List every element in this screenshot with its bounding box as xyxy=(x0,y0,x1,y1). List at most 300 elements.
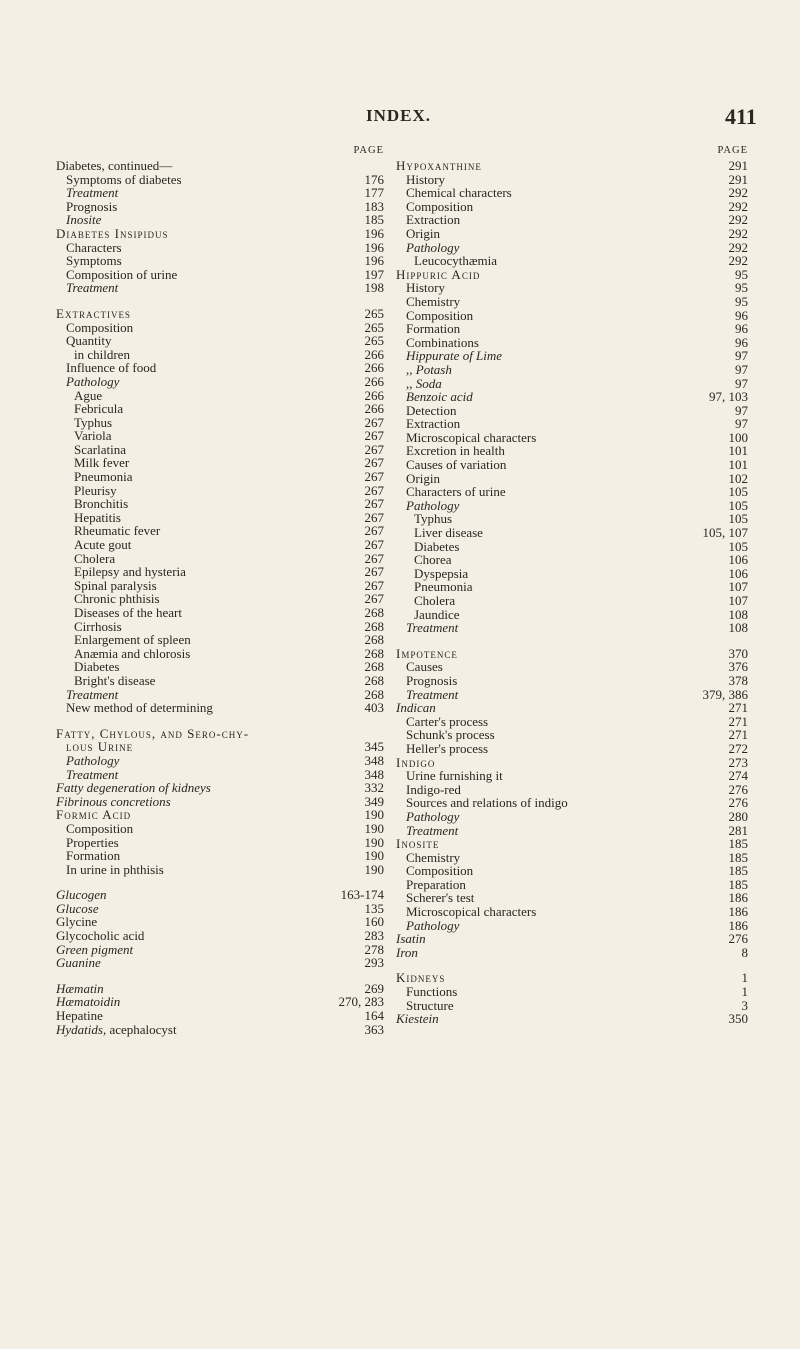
index-term: Glycine xyxy=(56,914,98,930)
page-reference: 268 xyxy=(364,672,384,688)
index-term: Indigo xyxy=(396,754,436,770)
index-term: Kiestein xyxy=(396,1011,439,1027)
page-reference: 100 xyxy=(728,429,748,445)
block-gap xyxy=(56,715,384,727)
index-entry xyxy=(396,824,748,838)
page-column-heading: PAGE xyxy=(717,145,748,156)
index-entry xyxy=(396,540,748,554)
index-term: Influence of food xyxy=(66,360,157,376)
index-term: Milk fever xyxy=(74,455,130,471)
index-term: Quantity xyxy=(66,333,112,349)
page-reference: 105 xyxy=(728,497,748,513)
page-reference: 106 xyxy=(728,565,748,581)
index-entry xyxy=(396,932,748,946)
page-reference: 185 xyxy=(728,876,748,892)
index-entry xyxy=(56,281,384,295)
page-reference: 266 xyxy=(364,346,384,362)
page-reference: 107 xyxy=(728,593,748,608)
block-gap xyxy=(56,970,384,982)
index-entry xyxy=(56,511,384,525)
index-term: ,, Potash xyxy=(406,361,452,377)
page-reference: 186 xyxy=(728,890,748,906)
index-entry xyxy=(56,375,384,389)
index-term: Pathology xyxy=(406,239,460,255)
index-entry xyxy=(396,472,748,486)
page-reference: 278 xyxy=(364,941,384,957)
index-entry xyxy=(396,999,748,1013)
page-reference: 403 xyxy=(364,700,384,716)
page-reference: 292 xyxy=(728,225,748,241)
index-term: Composition xyxy=(406,307,474,323)
index-entry xyxy=(396,1012,748,1026)
page-reference: 276 xyxy=(728,795,748,811)
index-entry xyxy=(396,594,748,608)
index-entry xyxy=(56,768,384,782)
page-reference: 268 xyxy=(364,632,384,648)
index-entry xyxy=(396,377,748,391)
index-term: Composition xyxy=(406,198,474,214)
index-term: Hæmatoidin xyxy=(56,994,121,1010)
index-term: Chemical characters xyxy=(406,185,512,201)
index-term: Chemistry xyxy=(406,293,461,309)
page-reference: 267 xyxy=(364,441,384,457)
page-reference: 280 xyxy=(728,808,748,824)
index-entry xyxy=(396,295,748,309)
page-reference: 197 xyxy=(364,266,384,282)
index-term: Liver disease xyxy=(414,525,483,541)
index-entry xyxy=(396,891,748,905)
page-reference: 267 xyxy=(364,428,384,444)
index-term: Origin xyxy=(406,225,440,241)
index-term: Prognosis xyxy=(66,198,118,214)
index-term: Composition xyxy=(66,820,134,836)
page-reference: 96 xyxy=(735,334,748,350)
index-term: Hippurate of Lime xyxy=(406,348,503,364)
index-term: Treatment xyxy=(66,766,119,782)
index-entry xyxy=(56,484,384,498)
index-term: Causes xyxy=(406,659,443,675)
page-title: INDEX. xyxy=(366,106,432,125)
index-entry xyxy=(56,606,384,620)
page-reference: 186 xyxy=(728,904,748,920)
index-entry xyxy=(396,971,748,985)
page-reference: 108 xyxy=(728,606,748,622)
index-entry xyxy=(56,620,384,634)
index-term: Scherer's test xyxy=(406,890,475,906)
index-entry xyxy=(396,864,748,878)
index-term: Glucogen xyxy=(56,887,107,903)
page-reference: 292 xyxy=(728,239,748,255)
index-term: Treatment xyxy=(66,686,119,702)
index-entry xyxy=(396,783,748,797)
page-reference: 196 xyxy=(364,239,384,255)
index-entry xyxy=(396,458,748,472)
page-reference: 3 xyxy=(741,997,748,1013)
index-term: Composition of urine xyxy=(66,266,178,282)
index-term: Scarlatina xyxy=(74,441,126,457)
index-term: Hippuric Acid xyxy=(396,266,481,282)
page-reference: 265 xyxy=(364,319,384,335)
index-term: in children xyxy=(74,346,130,362)
index-entry xyxy=(396,946,748,960)
index-entry xyxy=(396,213,748,227)
page-reference: 267 xyxy=(364,455,384,471)
index-term: Febricula xyxy=(74,401,124,417)
page-reference: 97 xyxy=(735,375,748,391)
index-term: Origin xyxy=(406,470,440,486)
index-entry xyxy=(56,416,384,430)
page-reference: 190 xyxy=(364,861,384,877)
index-entry xyxy=(56,173,384,187)
index-entry xyxy=(396,837,748,851)
index-term: Properties xyxy=(66,834,119,850)
index-entry xyxy=(56,915,384,929)
index-term: lous Urine xyxy=(66,739,134,755)
index-entry xyxy=(396,526,748,540)
page-reference: 271 xyxy=(728,713,748,729)
right-index-column xyxy=(396,145,748,1026)
page-reference: 163-174 xyxy=(340,887,384,903)
index-entry xyxy=(56,688,384,702)
page-reference: 185 xyxy=(728,849,748,865)
index-term: Carter's process xyxy=(406,713,489,729)
page-reference: 268 xyxy=(364,605,384,620)
index-entry xyxy=(396,499,748,513)
index-entry xyxy=(56,592,384,606)
index-term: Pneumonia xyxy=(414,579,473,595)
page-reference: 350 xyxy=(728,1011,748,1027)
index-term: Rheumatic fever xyxy=(74,523,161,539)
index-entry xyxy=(56,902,384,916)
index-entry xyxy=(396,742,748,756)
index-term: Characters xyxy=(66,239,122,255)
page-reference: 267 xyxy=(364,550,384,566)
index-term: Hepatitis xyxy=(74,509,121,525)
index-term: Diabetes, continued— xyxy=(56,158,173,173)
index-entry xyxy=(396,769,748,783)
page-reference: 268 xyxy=(364,686,384,702)
index-term: Indican xyxy=(396,700,436,716)
index-entry xyxy=(396,810,748,824)
page-reference: 272 xyxy=(728,740,748,756)
index-term: Pathology xyxy=(406,497,460,513)
index-term: Causes of variation xyxy=(406,457,507,473)
index-term: Heller's process xyxy=(406,740,489,756)
index-term: Excretion in health xyxy=(406,443,505,459)
index-entry xyxy=(396,756,748,770)
page-reference: 370 xyxy=(728,645,748,661)
page-reference: 95 xyxy=(735,293,748,309)
index-term: ,, Soda xyxy=(406,375,442,391)
index-entry xyxy=(56,808,384,822)
index-entry xyxy=(396,985,748,999)
page-reference: 267 xyxy=(364,482,384,498)
index-entry xyxy=(56,781,384,795)
page-reference: 267 xyxy=(364,414,384,430)
index-term: Formation xyxy=(406,321,461,337)
index-entry xyxy=(56,727,384,741)
page-reference: 271 xyxy=(728,700,748,716)
page-reference: 363 xyxy=(364,1021,384,1037)
page-reference: 107 xyxy=(728,579,748,595)
page-reference: 177 xyxy=(364,185,384,201)
index-term: Pneumonia xyxy=(74,469,133,485)
index-entry xyxy=(56,740,384,754)
index-entry xyxy=(56,888,384,902)
index-term: Schunk's process xyxy=(406,727,495,743)
page-reference: 135 xyxy=(364,900,384,916)
index-entry xyxy=(56,863,384,877)
page-reference: 276 xyxy=(728,931,748,947)
page-reference: 292 xyxy=(728,253,748,269)
index-entry xyxy=(56,633,384,647)
page-reference: 97 xyxy=(735,348,748,364)
index-term: Combinations xyxy=(406,334,479,350)
page-reference: 164 xyxy=(364,1008,384,1024)
index-term: Symptoms xyxy=(66,253,122,269)
page-reference: 190 xyxy=(364,834,384,850)
page-reference: 268 xyxy=(364,618,384,634)
page-reference: 349 xyxy=(364,793,384,809)
page-reference: 268 xyxy=(364,659,384,675)
index-entry xyxy=(56,429,384,443)
page-reference: 267 xyxy=(364,591,384,607)
index-term: Pathology xyxy=(406,808,460,824)
index-entry xyxy=(396,349,748,363)
page-reference: 106 xyxy=(728,552,748,568)
index-entry xyxy=(56,456,384,470)
index-entry xyxy=(396,485,748,499)
index-entry xyxy=(396,796,748,810)
index-term: Kidneys xyxy=(396,970,446,986)
index-term: Chorea xyxy=(414,552,452,568)
index-entry xyxy=(56,660,384,674)
index-entry xyxy=(396,417,748,431)
index-term: Pleurisy xyxy=(74,482,117,498)
index-term: Treatment xyxy=(66,280,119,296)
index-term: Extractives xyxy=(56,305,131,321)
index-term: Treatment xyxy=(406,822,459,838)
page-reference: 269 xyxy=(364,980,384,996)
page-reference: 97 xyxy=(735,361,748,377)
index-entry xyxy=(56,849,384,863)
index-term: Pathology xyxy=(66,752,120,768)
page-header xyxy=(0,106,800,128)
page-reference: 185 xyxy=(728,836,748,852)
page-reference: 376 xyxy=(728,659,748,675)
page-reference: 198 xyxy=(364,280,384,296)
index-term: Cholera xyxy=(414,593,456,608)
index-term: Extraction xyxy=(406,416,461,432)
index-entry xyxy=(396,647,748,661)
index-term: Hydatids, acephalocyst xyxy=(56,1021,177,1037)
index-entry xyxy=(396,553,748,567)
index-entry xyxy=(56,836,384,850)
page-reference: 101 xyxy=(728,443,748,459)
index-entry xyxy=(396,688,748,702)
index-term: Enlargement of spleen xyxy=(74,632,191,648)
index-term: Composition xyxy=(406,863,474,879)
index-entry xyxy=(56,497,384,511)
page-reference: 292 xyxy=(728,198,748,214)
page-reference: 348 xyxy=(364,752,384,768)
index-entry xyxy=(396,241,748,255)
page-reference: 267 xyxy=(364,577,384,593)
index-entry xyxy=(396,186,748,200)
index-term: Indigo-red xyxy=(406,781,461,797)
page-reference: 291 xyxy=(728,158,748,173)
index-entry xyxy=(396,674,748,688)
page-reference: 291 xyxy=(728,171,748,187)
page-reference: 265 xyxy=(364,333,384,349)
index-entry xyxy=(56,268,384,282)
index-term: Acute gout xyxy=(74,537,132,553)
index-term: Isatin xyxy=(396,931,426,947)
page-reference: 1 xyxy=(741,970,748,986)
page-column-heading: PAGE xyxy=(353,145,384,156)
page-reference: 95 xyxy=(735,266,748,282)
index-entry xyxy=(56,307,384,321)
index-term: In urine in phthisis xyxy=(66,861,164,877)
index-entry xyxy=(56,822,384,836)
index-term: Jaundice xyxy=(414,606,460,622)
index-term: Fatty, Chylous, and Sero-chy- xyxy=(56,725,250,741)
index-term: Hepatine xyxy=(56,1008,103,1024)
block-gap xyxy=(396,959,748,971)
index-term: Composition xyxy=(66,319,134,335)
index-entry xyxy=(56,579,384,593)
index-entry xyxy=(396,621,748,635)
page-reference: 190 xyxy=(364,820,384,836)
page-reference: 267 xyxy=(364,496,384,512)
index-term: Inosite xyxy=(66,212,102,228)
page-reference: 274 xyxy=(728,768,748,784)
index-term: History xyxy=(406,280,445,296)
index-term: Variola xyxy=(74,428,112,444)
index-entry xyxy=(56,929,384,943)
index-entry xyxy=(56,552,384,566)
page-reference: 332 xyxy=(364,780,384,796)
index-term: Benzoic acid xyxy=(406,389,473,405)
index-term: Cholera xyxy=(74,550,116,566)
index-term: Characters of urine xyxy=(406,484,506,500)
index-entry xyxy=(56,995,384,1009)
index-entry xyxy=(56,186,384,200)
page-reference: 379, 386 xyxy=(702,686,748,702)
index-term: Urine furnishing it xyxy=(406,768,503,784)
index-entry xyxy=(56,389,384,403)
page-reference: 97 xyxy=(735,402,748,418)
index-term: Pathology xyxy=(66,373,120,389)
index-term: Formation xyxy=(66,848,121,864)
index-entry xyxy=(396,905,748,919)
index-entry xyxy=(396,444,748,458)
index-entry xyxy=(396,580,748,594)
page-reference: 96 xyxy=(735,307,748,323)
index-entry xyxy=(396,281,748,295)
index-term: Epilepsy and hysteria xyxy=(74,564,186,580)
index-term: Microscopical characters xyxy=(406,429,537,445)
index-term: Impotence xyxy=(396,645,458,661)
index-entry xyxy=(396,404,748,418)
index-entry xyxy=(396,715,748,729)
page-reference: 176 xyxy=(364,171,384,187)
index-entry xyxy=(56,1009,384,1023)
index-entry xyxy=(396,227,748,241)
index-entry xyxy=(396,878,748,892)
index-entry xyxy=(56,227,384,241)
page-reference: 8 xyxy=(741,944,748,960)
index-term: Formic Acid xyxy=(56,807,132,823)
page-reference: 186 xyxy=(728,917,748,933)
page-reference: 266 xyxy=(364,373,384,389)
index-term: Extraction xyxy=(406,212,461,228)
index-term: Typhus xyxy=(414,511,453,527)
index-entry xyxy=(56,982,384,996)
index-entry xyxy=(56,956,384,970)
index-term: Glucose xyxy=(56,900,99,916)
index-term: New method of determining xyxy=(66,700,213,716)
page-reference: 105 xyxy=(728,484,748,500)
index-entry xyxy=(56,213,384,227)
index-entry xyxy=(56,701,384,715)
index-term: Glycocholic acid xyxy=(56,928,145,944)
page-reference: 293 xyxy=(364,955,384,971)
index-entry xyxy=(56,443,384,457)
page-reference: 378 xyxy=(728,672,748,688)
index-term: Iron xyxy=(396,944,418,960)
index-term: Prognosis xyxy=(406,672,458,688)
block-gap xyxy=(396,635,748,647)
index-term: Diseases of the heart xyxy=(74,605,182,620)
index-entry xyxy=(396,512,748,526)
index-term: Green pigment xyxy=(56,941,134,957)
page-reference: 348 xyxy=(364,766,384,782)
index-entry xyxy=(396,336,748,350)
page-reference: 271 xyxy=(728,727,748,743)
page-reference: 190 xyxy=(364,807,384,823)
page-reference: 292 xyxy=(728,185,748,201)
index-entry xyxy=(56,1023,384,1037)
index-entry xyxy=(396,363,748,377)
page-reference: 101 xyxy=(728,457,748,473)
left-index-column xyxy=(56,145,384,1036)
index-term: Symptoms of diabetes xyxy=(66,171,182,187)
index-entry xyxy=(56,321,384,335)
index-term: Bronchitis xyxy=(74,496,129,512)
page-reference: 266 xyxy=(364,401,384,417)
page-reference: 267 xyxy=(364,537,384,553)
index-entry xyxy=(396,660,748,674)
index-entry xyxy=(56,795,384,809)
index-entry xyxy=(56,254,384,268)
index-term: Chronic phthisis xyxy=(74,591,160,607)
page-reference: 267 xyxy=(364,509,384,525)
index-term: Fibrinous concretions xyxy=(56,793,171,809)
page-reference: 105 xyxy=(728,511,748,527)
page-reference: 96 xyxy=(735,321,748,337)
index-entry xyxy=(56,754,384,768)
page-reference: 283 xyxy=(364,928,384,944)
index-term: Pathology xyxy=(406,917,460,933)
page-reference: 105 xyxy=(728,538,748,554)
page-reference: 160 xyxy=(364,914,384,930)
page-reference: 276 xyxy=(728,781,748,797)
index-entry xyxy=(56,524,384,538)
index-term: Anæmia and chlorosis xyxy=(74,645,191,661)
index-entry xyxy=(56,159,384,173)
index-entry xyxy=(56,470,384,484)
